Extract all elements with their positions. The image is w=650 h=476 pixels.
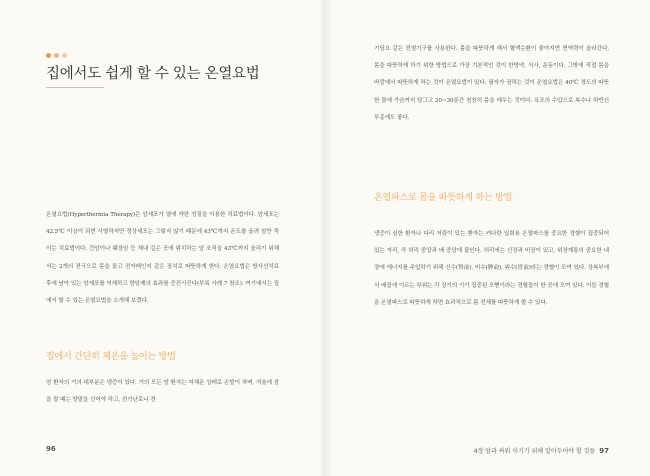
- page-number-left: 96: [46, 445, 56, 453]
- section-heading-home-body-temperature: 집에서 간단히 체온을 높이는 방법: [46, 352, 176, 362]
- body-paragraph-heat-patch: 냉증이 심한 환자나 다리 저림이 있는 환자는 커다란 일회용 온열파스를 중요한 경혈이 집중되어 있는 자리, 즉 허리 중앙과 배 중앙에 붙인다. 허리에는 신장과 비장이 있고, 위장계통의 중요한 내장에 에너지를 주입하기 위해 신수(腎兪), 비수(脾兪), 위수(胃兪)라는 경혈이 모여 있다. 상복부에서 배꼽에 이르는 부위는 각 장기의 기가 집중된 모뻗이라는 경혈들이 한 곳에 모여 있다. 이들 경혈을 온열파스로 따뜻하게 하면 효과적으로 몸 전체를 따뜻하게 할 수 있다.: [374, 231, 609, 306]
- intro-paragraph: 온열요법(Hyperthermia Therapy)은 암세포가 열에 약한 성질을 이용한 치료법이다. 암세포는 42.5℃ 이상이 되면 사멸하지만 정상세포는 그렇지 않기 때문에 43℃까지 온도를 올려 암만 죽이는 치료법이다. 간암이나 췌장암 등 체내 깊은 곳에 위치하는 암 조직을 43℃까지 올리기 위해서는 2개의 전극으로 몸을 둘고 전자레인지 같은 장치로 따뜻하게 한다. 온열요법은 방사선치료 후에 남아 있는 암세포를 억제하고 항암제의 효과를 증진시킨다(부록 사례 7 참조). 여기에서는 집에서 할 수 있는 온열요법을 소개해 보겠다.: [46, 212, 279, 305]
- chapter-dots: [46, 53, 67, 58]
- book-gutter-shadow: [318, 0, 332, 476]
- section-heading-heat-patch: 온열파스로 몸을 따뜻하게 하는 방법: [374, 193, 513, 203]
- page-footer-right: [474, 446, 609, 455]
- right-page: [325, 0, 650, 476]
- title-divider: [46, 87, 104, 88]
- dot-2: [54, 53, 59, 58]
- chapter-title: 집에서도 쉽게 할 수 있는 온열요법: [46, 66, 260, 82]
- body-paragraph-cold-symptoms: 암 환자의 거의 대부분은 냉증이 있다. 거의 모든 암 환자는 저체온 상태로 손발이 차며, 겨울에 잠을 잘 때는 양말을 신어야 하고, 전기난로나 전: [46, 380, 279, 404]
- dot-1: [46, 53, 51, 58]
- running-footer: 4장 암과 싸워 이기기 위해 알아두어야 할 것들: [473, 448, 596, 455]
- dot-3: [62, 53, 67, 58]
- body-paragraph-continued: 기담요 같은 전열기구를 사용한다. 몸을 따뜻하게 해서 혈액순환이 좋아지면 면역력이 올라간다. 몸을 따뜻하게 하기 위한 방법으로 가장 기본적인 것이 한방약, 식사, 운동이다. 그밖에 직접 몸을 바깥에서 따뜻하게 하는 것이 온열요법이 있다. 필자가 권하는 것이 온열요법은 40℃ 정도의 따뜻한 물에 가슴까지 담그고 20~30분간 천천히 몸을 데우는 것이다. 욕조의 수압으로 복수나 하반신 부종에도 좋다.: [374, 46, 609, 121]
- page-number-right: 97: [599, 447, 609, 455]
